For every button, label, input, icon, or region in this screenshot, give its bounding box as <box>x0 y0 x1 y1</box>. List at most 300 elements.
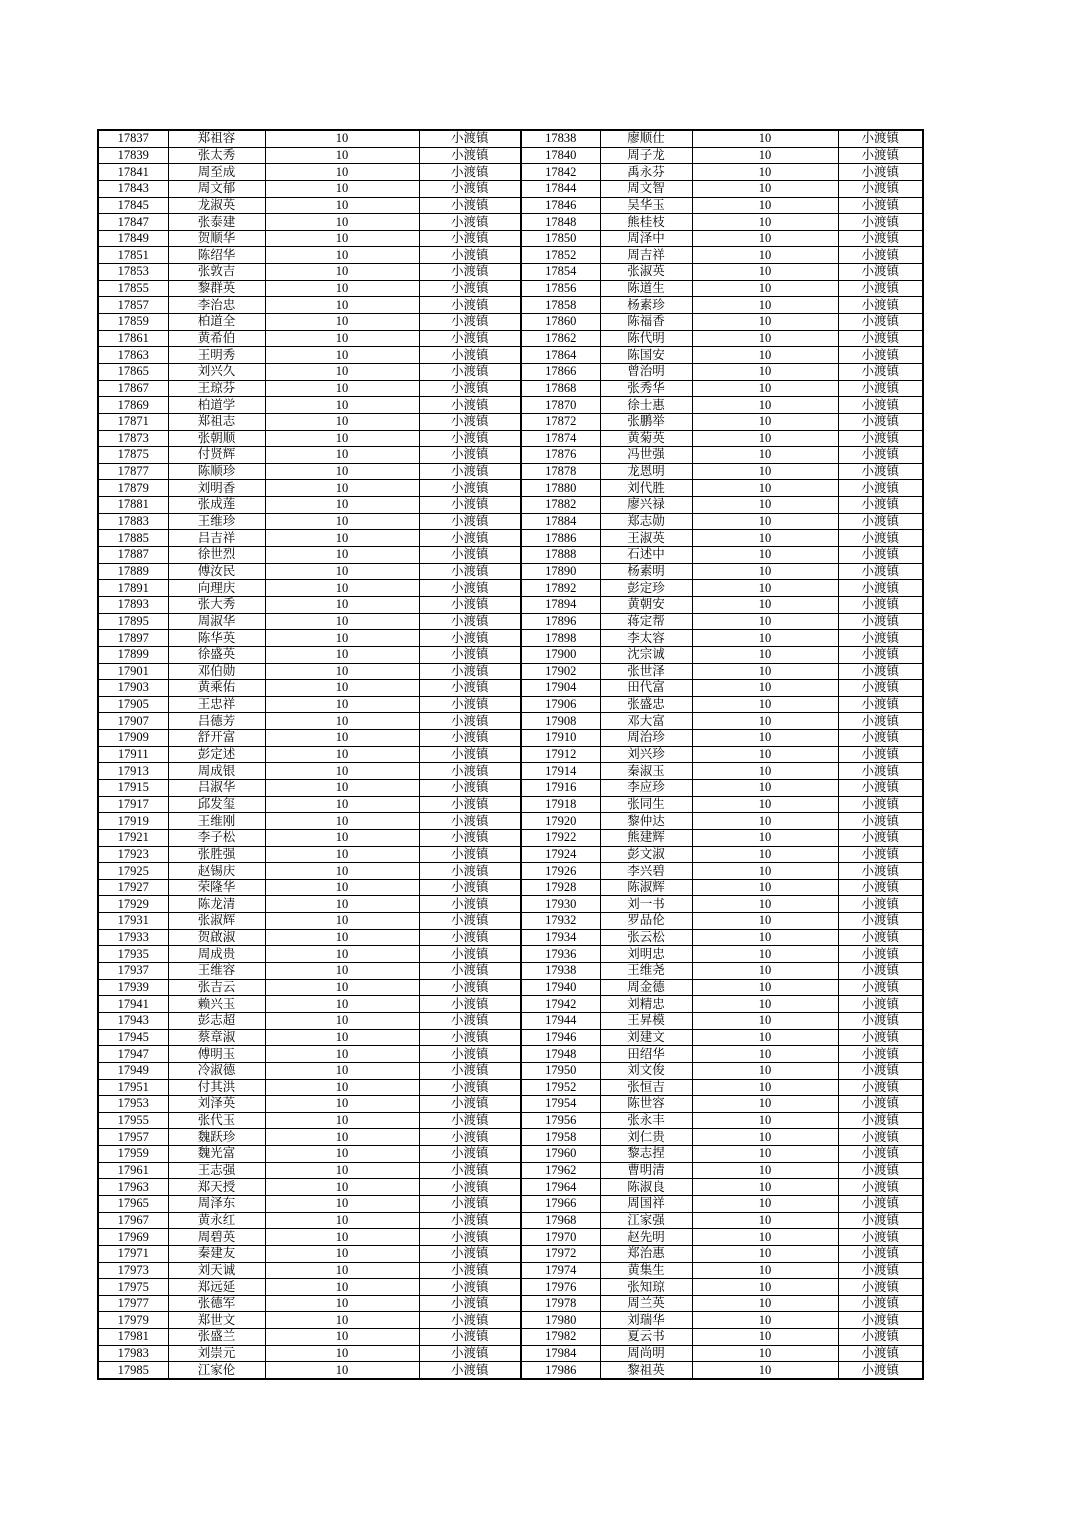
record-id-cell: 17874 <box>521 430 600 447</box>
town-cell: 小渡镇 <box>838 413 923 430</box>
name-cell: 周治珍 <box>600 730 692 747</box>
town-cell: 小渡镇 <box>419 846 521 863</box>
town-cell: 小渡镇 <box>838 946 923 963</box>
town-cell: 小渡镇 <box>419 1362 521 1379</box>
amount-cell: 10 <box>265 1079 419 1096</box>
record-id-cell: 17907 <box>98 713 168 730</box>
amount-cell: 10 <box>265 264 419 281</box>
town-cell: 小渡镇 <box>838 596 923 613</box>
name-cell: 黄希伯 <box>168 330 265 347</box>
amount-cell: 10 <box>265 1279 419 1296</box>
record-id-cell: 17881 <box>98 497 168 514</box>
amount-cell: 10 <box>265 779 419 796</box>
record-id-cell: 17847 <box>98 214 168 231</box>
amount-cell: 10 <box>265 1129 419 1146</box>
town-cell: 小渡镇 <box>419 563 521 580</box>
amount-cell: 10 <box>265 730 419 747</box>
record-id-cell: 17875 <box>98 447 168 464</box>
table-row <box>98 1112 923 1129</box>
town-cell: 小渡镇 <box>419 879 521 896</box>
town-cell: 小渡镇 <box>838 147 923 164</box>
amount-cell: 10 <box>265 447 419 464</box>
town-cell: 小渡镇 <box>419 813 521 830</box>
town-cell: 小渡镇 <box>419 1329 521 1346</box>
amount-cell: 10 <box>265 1345 419 1362</box>
town-cell: 小渡镇 <box>838 1179 923 1196</box>
record-id-cell: 17937 <box>98 963 168 980</box>
record-id-cell: 17944 <box>521 1012 600 1029</box>
name-cell: 黄集生 <box>600 1262 692 1279</box>
record-id-cell: 17967 <box>98 1212 168 1229</box>
record-id-cell: 17887 <box>98 547 168 564</box>
record-id-cell: 17865 <box>98 363 168 380</box>
record-id-cell: 17915 <box>98 779 168 796</box>
name-cell: 周至成 <box>168 164 265 181</box>
town-cell: 小渡镇 <box>419 1279 521 1296</box>
name-cell: 付其洪 <box>168 1079 265 1096</box>
table-row <box>98 996 923 1013</box>
town-cell: 小渡镇 <box>419 663 521 680</box>
record-id-cell: 17890 <box>521 563 600 580</box>
record-id-cell: 17917 <box>98 796 168 813</box>
name-cell: 蒋定帮 <box>600 613 692 630</box>
record-id-cell: 17950 <box>521 1062 600 1079</box>
record-id-cell: 17935 <box>98 946 168 963</box>
record-id-cell: 17978 <box>521 1295 600 1312</box>
record-id-cell: 17845 <box>98 197 168 214</box>
name-cell: 傅汝民 <box>168 563 265 580</box>
name-cell: 刘泽英 <box>168 1096 265 1113</box>
record-id-cell: 17869 <box>98 397 168 414</box>
town-cell: 小渡镇 <box>838 214 923 231</box>
amount-cell: 10 <box>692 646 838 663</box>
record-id-cell: 17970 <box>521 1229 600 1246</box>
name-cell: 张朝顺 <box>168 430 265 447</box>
name-cell: 周金德 <box>600 979 692 996</box>
record-id-cell: 17939 <box>98 979 168 996</box>
table-row <box>98 447 923 464</box>
record-id-cell: 17974 <box>521 1262 600 1279</box>
amount-cell: 10 <box>692 1146 838 1163</box>
amount-cell: 10 <box>265 197 419 214</box>
name-cell: 郑天授 <box>168 1179 265 1196</box>
table-row <box>98 1279 923 1296</box>
amount-cell: 10 <box>692 363 838 380</box>
amount-cell: 10 <box>265 1329 419 1346</box>
town-cell: 小渡镇 <box>419 130 521 147</box>
name-cell: 吕吉祥 <box>168 530 265 547</box>
table-row <box>98 1012 923 1029</box>
record-id-cell: 17972 <box>521 1245 600 1262</box>
name-cell: 黎志捏 <box>600 1146 692 1163</box>
record-id-cell: 17840 <box>521 147 600 164</box>
town-cell: 小渡镇 <box>838 447 923 464</box>
amount-cell: 10 <box>692 214 838 231</box>
amount-cell: 10 <box>692 1129 838 1146</box>
table-row <box>98 746 923 763</box>
table-row <box>98 380 923 397</box>
record-id-cell: 17955 <box>98 1112 168 1129</box>
name-cell: 张恒吉 <box>600 1079 692 1096</box>
name-cell: 陈国安 <box>600 347 692 364</box>
name-cell: 张永丰 <box>600 1112 692 1129</box>
name-cell: 赵锡庆 <box>168 863 265 880</box>
amount-cell: 10 <box>265 646 419 663</box>
town-cell: 小渡镇 <box>838 1329 923 1346</box>
name-cell: 江家强 <box>600 1212 692 1229</box>
record-id-cell: 17975 <box>98 1279 168 1296</box>
name-cell: 魏光富 <box>168 1146 265 1163</box>
town-cell: 小渡镇 <box>419 1245 521 1262</box>
town-cell: 小渡镇 <box>838 297 923 314</box>
table-row <box>98 513 923 530</box>
town-cell: 小渡镇 <box>838 347 923 364</box>
amount-cell: 10 <box>692 330 838 347</box>
record-id-cell: 17860 <box>521 314 600 331</box>
name-cell: 王忠祥 <box>168 696 265 713</box>
town-cell: 小渡镇 <box>419 447 521 464</box>
name-cell: 周国祥 <box>600 1196 692 1213</box>
table-row <box>98 596 923 613</box>
town-cell: 小渡镇 <box>419 314 521 331</box>
town-cell: 小渡镇 <box>419 197 521 214</box>
amount-cell: 10 <box>265 896 419 913</box>
town-cell: 小渡镇 <box>838 530 923 547</box>
town-cell: 小渡镇 <box>419 230 521 247</box>
record-id-cell: 17926 <box>521 863 600 880</box>
town-cell: 小渡镇 <box>419 164 521 181</box>
record-id-cell: 17916 <box>521 779 600 796</box>
record-id-cell: 17925 <box>98 863 168 880</box>
town-cell: 小渡镇 <box>838 829 923 846</box>
town-cell: 小渡镇 <box>419 513 521 530</box>
amount-cell: 10 <box>692 280 838 297</box>
town-cell: 小渡镇 <box>838 730 923 747</box>
amount-cell: 10 <box>265 796 419 813</box>
amount-cell: 10 <box>692 413 838 430</box>
amount-cell: 10 <box>265 547 419 564</box>
record-id-cell: 17838 <box>521 130 600 147</box>
amount-cell: 10 <box>265 1179 419 1196</box>
name-cell: 张吉云 <box>168 979 265 996</box>
name-cell: 张云松 <box>600 929 692 946</box>
town-cell: 小渡镇 <box>419 1146 521 1163</box>
name-cell: 张淑辉 <box>168 913 265 930</box>
name-cell: 黎祖英 <box>600 1362 692 1379</box>
amount-cell: 10 <box>265 214 419 231</box>
table-row <box>98 713 923 730</box>
record-id-cell: 17900 <box>521 646 600 663</box>
table-row <box>98 1179 923 1196</box>
record-id-cell: 17938 <box>521 963 600 980</box>
town-cell: 小渡镇 <box>419 330 521 347</box>
name-cell: 王维尧 <box>600 963 692 980</box>
name-cell: 张泰建 <box>168 214 265 231</box>
record-id-cell: 17986 <box>521 1362 600 1379</box>
amount-cell: 10 <box>692 663 838 680</box>
record-id-cell: 17948 <box>521 1046 600 1063</box>
name-cell: 郑世文 <box>168 1312 265 1329</box>
amount-cell: 10 <box>692 1295 838 1312</box>
record-id-cell: 17985 <box>98 1362 168 1379</box>
table-row <box>98 1262 923 1279</box>
name-cell: 彭定述 <box>168 746 265 763</box>
town-cell: 小渡镇 <box>838 846 923 863</box>
name-cell: 冷淑德 <box>168 1062 265 1079</box>
table-row <box>98 1329 923 1346</box>
town-cell: 小渡镇 <box>419 530 521 547</box>
amount-cell: 10 <box>692 1012 838 1029</box>
town-cell: 小渡镇 <box>838 1046 923 1063</box>
amount-cell: 10 <box>265 1295 419 1312</box>
town-cell: 小渡镇 <box>838 779 923 796</box>
town-cell: 小渡镇 <box>419 1295 521 1312</box>
amount-cell: 10 <box>692 314 838 331</box>
record-id-cell: 17945 <box>98 1029 168 1046</box>
name-cell: 杨素珍 <box>600 297 692 314</box>
name-cell: 田代富 <box>600 680 692 697</box>
town-cell: 小渡镇 <box>419 380 521 397</box>
amount-cell: 10 <box>265 1262 419 1279</box>
table-row <box>98 314 923 331</box>
town-cell: 小渡镇 <box>838 879 923 896</box>
record-id-cell: 17896 <box>521 613 600 630</box>
amount-cell: 10 <box>692 1312 838 1329</box>
table-row <box>98 1046 923 1063</box>
amount-cell: 10 <box>265 680 419 697</box>
amount-cell: 10 <box>265 247 419 264</box>
town-cell: 小渡镇 <box>419 297 521 314</box>
town-cell: 小渡镇 <box>419 1046 521 1063</box>
record-id-cell: 17969 <box>98 1229 168 1246</box>
amount-cell: 10 <box>692 763 838 780</box>
table-row <box>98 563 923 580</box>
name-cell: 张鹏举 <box>600 413 692 430</box>
town-cell: 小渡镇 <box>838 280 923 297</box>
record-id-cell: 17941 <box>98 996 168 1013</box>
amount-cell: 10 <box>265 130 419 147</box>
name-cell: 邓大富 <box>600 713 692 730</box>
record-id-cell: 17919 <box>98 813 168 830</box>
town-cell: 小渡镇 <box>419 214 521 231</box>
record-id-cell: 17911 <box>98 746 168 763</box>
name-cell: 王琼芬 <box>168 380 265 397</box>
town-cell: 小渡镇 <box>419 1129 521 1146</box>
amount-cell: 10 <box>265 164 419 181</box>
record-id-cell: 17932 <box>521 913 600 930</box>
record-id-cell: 17861 <box>98 330 168 347</box>
record-id-cell: 17866 <box>521 363 600 380</box>
table-row <box>98 663 923 680</box>
record-id-cell: 17849 <box>98 230 168 247</box>
name-cell: 邓伯勋 <box>168 663 265 680</box>
record-id-cell: 17877 <box>98 463 168 480</box>
record-id-cell: 17943 <box>98 1012 168 1029</box>
name-cell: 周吉祥 <box>600 247 692 264</box>
table-row <box>98 879 923 896</box>
table-row <box>98 147 923 164</box>
town-cell: 小渡镇 <box>419 796 521 813</box>
amount-cell: 10 <box>692 264 838 281</box>
town-cell: 小渡镇 <box>838 513 923 530</box>
name-cell: 徐世烈 <box>168 547 265 564</box>
amount-cell: 10 <box>265 913 419 930</box>
record-id-cell: 17843 <box>98 180 168 197</box>
amount-cell: 10 <box>692 197 838 214</box>
amount-cell: 10 <box>265 996 419 1013</box>
town-cell: 小渡镇 <box>838 1012 923 1029</box>
record-id-cell: 17879 <box>98 480 168 497</box>
record-id-cell: 17983 <box>98 1345 168 1362</box>
record-id-cell: 17885 <box>98 530 168 547</box>
amount-cell: 10 <box>692 513 838 530</box>
amount-cell: 10 <box>692 480 838 497</box>
table-row <box>98 1146 923 1163</box>
table-row <box>98 630 923 647</box>
table-row <box>98 913 923 930</box>
town-cell: 小渡镇 <box>838 1096 923 1113</box>
town-cell: 小渡镇 <box>838 480 923 497</box>
name-cell: 周子龙 <box>600 147 692 164</box>
name-cell: 夏云书 <box>600 1329 692 1346</box>
name-cell: 黄朝安 <box>600 596 692 613</box>
amount-cell: 10 <box>692 896 838 913</box>
town-cell: 小渡镇 <box>838 979 923 996</box>
amount-cell: 10 <box>265 596 419 613</box>
amount-cell: 10 <box>265 746 419 763</box>
record-id-cell: 17918 <box>521 796 600 813</box>
town-cell: 小渡镇 <box>838 1129 923 1146</box>
amount-cell: 10 <box>265 829 419 846</box>
amount-cell: 10 <box>692 829 838 846</box>
record-id-cell: 17897 <box>98 630 168 647</box>
name-cell: 赖兴玉 <box>168 996 265 1013</box>
table-row <box>98 696 923 713</box>
name-cell: 李子松 <box>168 829 265 846</box>
town-cell: 小渡镇 <box>419 929 521 946</box>
record-id-cell: 17982 <box>521 1329 600 1346</box>
town-cell: 小渡镇 <box>838 1029 923 1046</box>
name-cell: 陈世容 <box>600 1096 692 1113</box>
record-id-cell: 17930 <box>521 896 600 913</box>
town-cell: 小渡镇 <box>838 1279 923 1296</box>
amount-cell: 10 <box>692 1345 838 1362</box>
town-cell: 小渡镇 <box>838 696 923 713</box>
record-id-cell: 17966 <box>521 1196 600 1213</box>
name-cell: 郑志勋 <box>600 513 692 530</box>
table-row <box>98 730 923 747</box>
name-cell: 禹永芬 <box>600 164 692 181</box>
name-cell: 龙淑英 <box>168 197 265 214</box>
name-cell: 张世泽 <box>600 663 692 680</box>
record-id-cell: 17954 <box>521 1096 600 1113</box>
table-row <box>98 547 923 564</box>
table-row <box>98 796 923 813</box>
record-id-cell: 17873 <box>98 430 168 447</box>
town-cell: 小渡镇 <box>419 1312 521 1329</box>
name-cell: 张太秀 <box>168 147 265 164</box>
town-cell: 小渡镇 <box>419 913 521 930</box>
table-row <box>98 297 923 314</box>
table-row <box>98 1345 923 1362</box>
record-id-cell: 17934 <box>521 929 600 946</box>
amount-cell: 10 <box>692 813 838 830</box>
amount-cell: 10 <box>692 863 838 880</box>
name-cell: 黄永红 <box>168 1212 265 1229</box>
table-row <box>98 497 923 514</box>
amount-cell: 10 <box>692 979 838 996</box>
amount-cell: 10 <box>692 1279 838 1296</box>
record-id-cell: 17901 <box>98 663 168 680</box>
amount-cell: 10 <box>265 513 419 530</box>
name-cell: 周碧英 <box>168 1229 265 1246</box>
town-cell: 小渡镇 <box>419 180 521 197</box>
town-cell: 小渡镇 <box>419 397 521 414</box>
record-id-cell: 17964 <box>521 1179 600 1196</box>
town-cell: 小渡镇 <box>838 363 923 380</box>
town-cell: 小渡镇 <box>419 347 521 364</box>
name-cell: 王维刚 <box>168 813 265 830</box>
record-id-cell: 17898 <box>521 630 600 647</box>
amount-cell: 10 <box>265 929 419 946</box>
town-cell: 小渡镇 <box>419 264 521 281</box>
amount-cell: 10 <box>265 1229 419 1246</box>
table-row <box>98 1079 923 1096</box>
name-cell: 沈宗诚 <box>600 646 692 663</box>
record-id-cell: 17980 <box>521 1312 600 1329</box>
name-cell: 刘瑞华 <box>600 1312 692 1329</box>
record-id-cell: 17951 <box>98 1079 168 1096</box>
town-cell: 小渡镇 <box>419 763 521 780</box>
record-id-cell: 17839 <box>98 147 168 164</box>
record-id-cell: 17927 <box>98 879 168 896</box>
amount-cell: 10 <box>265 480 419 497</box>
town-cell: 小渡镇 <box>838 1362 923 1379</box>
record-id-cell: 17853 <box>98 264 168 281</box>
table-row <box>98 1362 923 1379</box>
town-cell: 小渡镇 <box>419 696 521 713</box>
amount-cell: 10 <box>265 630 419 647</box>
amount-cell: 10 <box>265 946 419 963</box>
town-cell: 小渡镇 <box>838 1196 923 1213</box>
table-row <box>98 480 923 497</box>
record-id-cell: 17903 <box>98 680 168 697</box>
name-cell: 王淑英 <box>600 530 692 547</box>
amount-cell: 10 <box>692 297 838 314</box>
town-cell: 小渡镇 <box>838 963 923 980</box>
record-id-cell: 17984 <box>521 1345 600 1362</box>
table-row <box>98 397 923 414</box>
table-row <box>98 1129 923 1146</box>
record-id-cell: 17892 <box>521 580 600 597</box>
record-id-cell: 17922 <box>521 829 600 846</box>
record-id-cell: 17961 <box>98 1162 168 1179</box>
amount-cell: 10 <box>265 1312 419 1329</box>
amount-cell: 10 <box>265 879 419 896</box>
amount-cell: 10 <box>265 330 419 347</box>
town-cell: 小渡镇 <box>838 197 923 214</box>
name-cell: 黄乘佑 <box>168 680 265 697</box>
name-cell: 熊桂枝 <box>600 214 692 231</box>
record-id-cell: 17842 <box>521 164 600 181</box>
town-cell: 小渡镇 <box>838 646 923 663</box>
name-cell: 李应珍 <box>600 779 692 796</box>
town-cell: 小渡镇 <box>838 1062 923 1079</box>
name-cell: 王维容 <box>168 963 265 980</box>
record-id-cell: 17924 <box>521 846 600 863</box>
table-row <box>98 580 923 597</box>
amount-cell: 10 <box>265 180 419 197</box>
